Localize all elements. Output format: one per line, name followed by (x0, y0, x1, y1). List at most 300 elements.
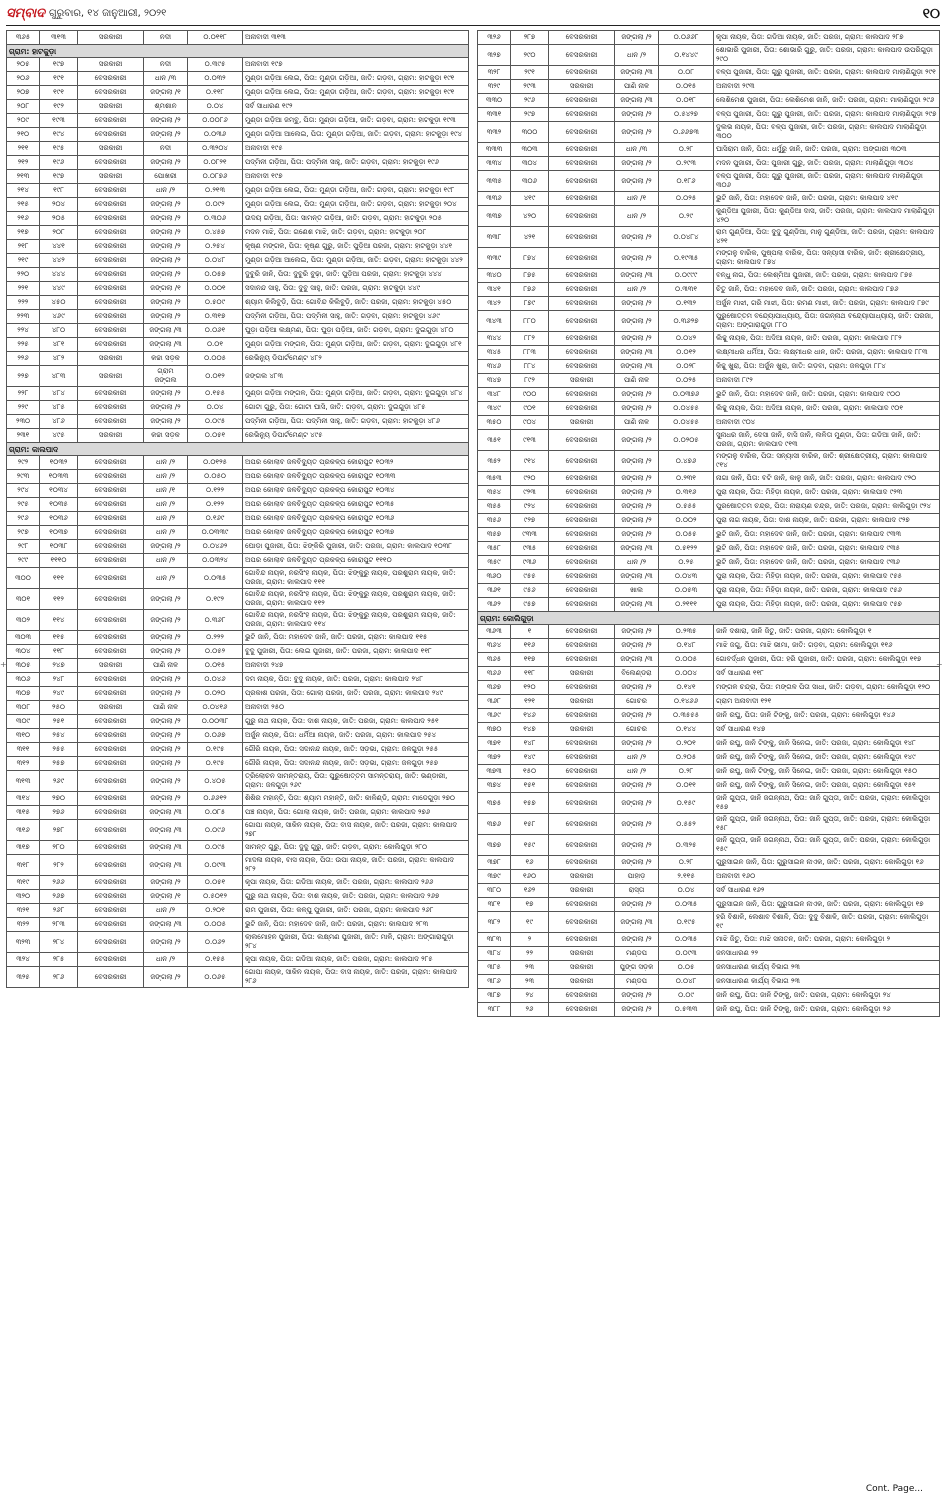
ownership-type: ବେସରକାରୀ (78, 86, 144, 100)
area: ୦.୦୬୭ (188, 729, 243, 743)
plot-no: ୯୨୭ (511, 514, 549, 528)
newspaper-logo: ସମ୍ବାଦ (6, 6, 45, 21)
plot-no: ୯୧୩ (511, 430, 549, 451)
area: ୦.୧୩୨ (659, 297, 714, 311)
table-row (478, 695, 940, 709)
serial-no: ୩୪୭ (478, 374, 511, 388)
land-class: ଜଙ୍ଗଲା /୨ (144, 310, 188, 324)
plot-no: ୪୫୦ (40, 296, 78, 310)
land-class: ଜଙ୍ଗଲା /୨ (615, 528, 659, 542)
ownership-type: ବେସରକାରୀ (78, 387, 144, 401)
land-class: ଜଙ୍ଗଲା /୩ (615, 912, 659, 933)
serial-no: ୩୫୧ (478, 430, 511, 451)
land-class: ଜଙ୍ଗଲା /୩ (615, 360, 659, 374)
table-row (478, 31, 940, 45)
land-record-table-right (477, 30, 940, 1017)
area: ୦.୩୨୦୪ (188, 142, 243, 156)
area: ୦.୬୬୭୩ (659, 122, 714, 143)
plot-no: ୧୧୬ (511, 639, 549, 653)
ownership-type: ବେସରକାରୀ (549, 556, 615, 570)
land-class: ଜଙ୍ଗଲା /୨ (615, 989, 659, 1003)
plot-no: ୧୧୮ (40, 645, 78, 659)
serial-no: ୩୦୨ (7, 610, 40, 631)
table-row (478, 653, 940, 667)
table-row (478, 723, 940, 737)
land-class: ଧାନ /୩ (144, 72, 188, 86)
table-row (478, 584, 940, 598)
area: ୦.୩୧୬ (659, 486, 714, 500)
ownership-type: ସରକାରୀ (78, 58, 144, 72)
owner-details: ଅନାବାଦୀ ୯୦୪ (714, 416, 940, 430)
table-row (7, 212, 469, 226)
owner-details: ଜାନି ରଘୁ, ଜାନି ଟିଙ୍କୁ, ଜାନି ସିନେଇ, ଜାତି: ପରଜା, ଗ୍ରାମ: କୋଲିଗୁଡ଼ା ୧୪୮ (714, 737, 940, 751)
ownership-type: ବେସରକାରୀ (78, 184, 144, 198)
owner-details: ବଳ୍ପ ପୁଜାରୀ, ପିତା: ଗୁରୁ ପୁଜାରୀ, ଜାତି: ପରଜା, ଗ୍ରାମ: କାଲପାଦ ମାଲାଣିଗୁଡ଼ା ୨୯୭ (714, 108, 940, 122)
area: ୦.୦୫ (659, 961, 714, 975)
table-row (478, 884, 940, 898)
owner-details: କୃପା ନାୟକ, ପିତା: ଗଡିଆ ନାୟକ, ଜାତି: ପରଜା, ଗ୍ରାମ: କାଲପାଦ ୨୬୬ (243, 876, 469, 890)
land-class: ଗ୍ରାମ ଜଙ୍ଗଲ (144, 366, 188, 387)
owner-details: ଘୋଡ଼ା ପୁଜାରୀ, ପିତା: ଝିଙ୍କିରି ପୁଜାରୀ, ଜାତି: ପରଜା, ଗ୍ରାମ: କାଲପାଦ ୧୦୩୮ (243, 540, 469, 554)
ownership-type: ବେସରକାରୀ (78, 673, 144, 687)
ownership-type: ବେସରକାରୀ (78, 631, 144, 645)
owner-details: ଲେଶିମେଶ ପୁଜାରୀ, ପିତା: ଲେଶିମେଶ ଜାନି, ଜାତି: ପରଜା, ଗ୍ରାମ: ମାଲାଣିଗୁଡ଼ା ୨୯୬ (714, 94, 940, 108)
owner-details: ବୁଦୁ ପୁଜାରୀ, ପିତା: ଲେଇ ପୁଜାରୀ, ଜାତି: ପରଜା, ଗ୍ରାମ: କାଲପାଦ ୧୧୮ (243, 645, 469, 659)
area: ୦.୦୦୩୮ (188, 715, 243, 729)
table-row (478, 143, 940, 157)
land-class: ଜଙ୍ଗଲା /୨ (615, 248, 659, 269)
table-row (478, 870, 940, 884)
serial-no: ୨୧୪ (7, 184, 40, 198)
serial-no: ୩୫୭ (478, 528, 511, 542)
ownership-type: ସରକାରୀ (549, 975, 615, 989)
serial-no: ୩୦୭ (7, 687, 40, 701)
area: ୦.୧୯୫ (188, 757, 243, 771)
serial-no: ୩୮୮ (478, 1003, 511, 1017)
land-class: ପାଣି ନାଳ (144, 659, 188, 673)
land-class: ଜଙ୍ଗଲା /୨ (144, 589, 188, 610)
land-class: ଜଙ୍ଗଲା /୩ (615, 346, 659, 360)
area: ୦.୦୪୧୬ (188, 701, 243, 715)
table-row (478, 751, 940, 765)
serial-no: ୩୬୪ (478, 639, 511, 653)
serial-no: ୩୪୨ (478, 297, 511, 311)
serial-no: ୩୦୮ (7, 701, 40, 715)
ownership-type: ବେସରକାରୀ (549, 814, 615, 835)
serial-no: ୩୫୫ (478, 500, 511, 514)
ownership-type: ବେସରକାରୀ (549, 402, 615, 416)
owner-details: ଅପର କୋଲାବ ଜଳବିଦ୍ୟୁତ ପ୍ରକଳ୍ପ କୋରାପୁଟ ୧୦୩୫ (243, 498, 469, 512)
table-row (7, 645, 469, 659)
owner-details: ଲିଚ୍ଚୁ ନାୟକ, ପିତା: ଅଦିଆ ନାୟକ, ଜାତି: ପରଜା, ଗ୍ରାମ: କାଲପାଦ ୮୮୨ (714, 332, 940, 346)
ownership-type: ବେସରକାରୀ (549, 206, 615, 227)
serial-no: ୩୭୨ (478, 751, 511, 765)
land-class: ଧାନ /୨ (144, 184, 188, 198)
land-class: ଜଙ୍ଗଲା /୨ (144, 757, 188, 771)
serial-no: ୩୬୧ (478, 584, 511, 598)
ownership-type: ବେସରକାରୀ (549, 31, 615, 45)
serial-no: ୩୬୬ (478, 667, 511, 681)
land-class: ଜଙ୍ଗଲା /୨ (615, 793, 659, 814)
plot-no: ୧୦୩୭ (40, 526, 78, 540)
area: ୦.୦୬୧ (188, 324, 243, 338)
owner-details: ମୁଣ୍ଡା ଗଡ଼ିଆ ଲେଇ, ପିତା: ମୁଣ୍ଡା ଗଡ଼ିଆ, ଜାତି: ଗଡ଼ବା, ଗ୍ରାମ: ହାଟକୁଡ଼ା ୧୯୧ (243, 86, 469, 100)
ownership-type: ବେସରକାରୀ (78, 904, 144, 918)
land-class: ଶ୍ମଶାନ (144, 100, 188, 114)
serial-no: ୩୪୩ (478, 311, 511, 332)
owner-details: ଜନସାଧାରଣ କାର୍ଯ୍ୟ ବିଭାଗ ୨୩ (714, 975, 940, 989)
land-class: ଜଙ୍ଗଲା /୨ (615, 311, 659, 332)
plot-no: ୧୬ (511, 856, 549, 870)
serial-no: ୩୫୯ (478, 556, 511, 570)
serial-no: ୩୦୩ (7, 631, 40, 645)
ownership-type: ବେସରକାରୀ (78, 757, 144, 771)
owner-details: କୃଷ୍ଣ ମଙ୍ଗଳ, ପିତା: କୃଷ୍ଣ ଗୁରୁ, ଜାତି: ପୁଡ଼ିଆ ପରଜା, ଗ୍ରାମ: ହାଟକୁଡ଼ା ୪୪୧ (243, 240, 469, 254)
ownership-type: ବେସରକାରୀ (549, 66, 615, 80)
ownership-type: ବେସରକାରୀ (78, 498, 144, 512)
ownership-type: ବେସରକାରୀ (549, 283, 615, 297)
ownership-type: ବେସରକାରୀ (549, 451, 615, 472)
serial-no: ୩୦୯ (7, 715, 40, 729)
plot-no: ୪୮୬ (40, 415, 78, 429)
land-class: ପାଣି ନାଳ (615, 416, 659, 430)
plot-no: ୨୮୨ (40, 855, 78, 876)
owner-details: ରାମ ପୁଜାରୀ, ପିତା: କଳ୍ପୁ ପୁଜାରୀ, ଜାତି: ପରଜା, ଗ୍ରାମ: କାଲପାଦ ୨୬୮ (243, 904, 469, 918)
area: ୦.୧୯୫ (188, 743, 243, 757)
plot-no: ୯୫୬ (511, 584, 549, 598)
owner-details: କୃପା ନାୟକ, ପିତା: ଗଡିଆ ନାୟକ, ଜାତି: ପରଜା, ଗ୍ରାମ: କାଲପାଦ ୨୮୭ (714, 31, 940, 45)
ownership-type: ସରକାରୀ (549, 870, 615, 884)
land-class: ଜଙ୍ଗଲା /୩ (615, 94, 659, 108)
owner-details: ଅପର କୋଲାବ ଜଳବିଦ୍ୟୁତ ପ୍ରକଳ୍ପ କୋରାପୁଟ ୧୦୩୬ (243, 512, 469, 526)
table-row (7, 401, 469, 415)
plot-no: ୯୨୪ (511, 500, 549, 514)
area: ୦.୦୮୨୧ (188, 156, 243, 170)
owner-details: କୃପା ନାୟକ, ପିତା: ଗଡିଆ ନାୟକ, ଜାତି: ପରଜା, ଗ୍ରାମ: କାଲପାଦ ୨୮୫ (243, 953, 469, 967)
area: ୦.୦୯୬ (188, 820, 243, 841)
area: ୦.୧୨୨ (188, 498, 243, 512)
plot-no: ୧୪୭ (511, 723, 549, 737)
table-row (7, 387, 469, 401)
area: ୦.୦୧୨ (659, 346, 714, 360)
ownership-type: ବେସରକାରୀ (549, 472, 615, 486)
table-row (478, 206, 940, 227)
plot-no: ୯୦୧ (511, 402, 549, 416)
plot-no: ୯୩୩ (511, 528, 549, 542)
table-row (7, 498, 469, 512)
plot-no: ୨୭୦ (40, 792, 78, 806)
plot-no: ୧୪୮ (511, 737, 549, 751)
area: ୦.୩୩୧ (659, 283, 714, 297)
plot-no: ୪୮୦ (40, 324, 78, 338)
land-record-table-left (6, 30, 469, 988)
owner-details: ଲକ୍ଷ୍ମୀଧର ଧର୍ମିଆ, ପିତା: ଲକ୍ଷ୍ମୀଧର ଧାନ, ଜାତି: ପରଜା, ଗ୍ରାମ: କାଲପାଦ ୮୮୩ (714, 346, 940, 360)
owner-details: ଲିଚ୍ଚୁ ନାୟକ, ପିତା: ଅଦିଆ ନାୟକ, ଜାତି: ପରଜା, ଗ୍ରାମ: କାଲପାଦ ୯୦୧ (714, 402, 940, 416)
land-class: ଜଙ୍ଗଲା /୨ (144, 415, 188, 429)
serial-no: ୩୦୬ (7, 673, 40, 687)
area: ୦.୨୮ (659, 856, 714, 870)
land-class: ଧାନ /୧ (144, 484, 188, 498)
serial-no: ୨୨୬ (7, 352, 40, 366)
area: ୦.୧୫୫ (188, 387, 243, 401)
table-row (478, 989, 940, 1003)
serial-no: ୩୨୨ (7, 918, 40, 932)
land-class: ଜଙ୍ଗଲା /୨ (615, 1003, 659, 1017)
owner-details: ଦମ ନାୟକ, ପିତା: ବୁଦୁ ନାୟକ, ଜାତି: ପରଜା, ଗ୍ରାମ: କାଲପାଦ ୨୪୮ (243, 673, 469, 687)
ownership-type: ବେସରକାରୀ (549, 737, 615, 751)
land-class: ଜଙ୍ଗଲା /୨ (615, 639, 659, 653)
plot-no: ୧୫୧ (511, 779, 549, 793)
plot-no: ୧୫୯ (511, 835, 549, 856)
area: ୦.୩୧୭ (188, 310, 243, 324)
serial-no: ୩୪୬ (478, 360, 511, 374)
left-column (6, 30, 469, 988)
plot-no: ୪୮୩ (40, 366, 78, 387)
plot-no: ୮୯୨ (511, 374, 549, 388)
plot-no: ୧୦୩୨ (40, 456, 78, 470)
land-class: ପୁଙ୍ଗ ସଡ଼କ (615, 961, 659, 975)
land-class: ଜଙ୍ଗଲା /୩ (615, 542, 659, 556)
land-class: ଜଙ୍ଗଲା /୨ (144, 156, 188, 170)
serial-no: ୨୨୫ (7, 338, 40, 352)
table-row (7, 792, 469, 806)
ownership-type: ବେସରକାରୀ (78, 401, 144, 415)
land-class: ଜଙ୍ଗଲା /୨ (144, 876, 188, 890)
serial-no: ୨୨୮ (7, 387, 40, 401)
ownership-type: ବେସରକାରୀ (78, 282, 144, 296)
ownership-type: ବେସରକାରୀ (549, 157, 615, 171)
serial-no: ୨୯୯ (7, 554, 40, 568)
ownership-type: ସରକାରୀ (78, 352, 144, 366)
plot-no: ୧୫୦ (511, 765, 549, 779)
table-row (478, 171, 940, 192)
table-row (478, 793, 940, 814)
ownership-type: ସରକାରୀ (78, 701, 144, 715)
area: ୦.୦୫୭ (188, 268, 243, 282)
ownership-type: ବେସରକାରୀ (549, 388, 615, 402)
village-name: ଗ୍ରାମ: କାଲପାଦ (7, 443, 469, 456)
plot-no: ୯୨୦ (511, 472, 549, 486)
owner-details: ଅନାବାଦୀ ୨୯୩ (714, 80, 940, 94)
serial-no: ୩୫୪ (478, 486, 511, 500)
plot-no: ୯୦୦ (511, 388, 549, 402)
area: ୦.୦୯୩ (659, 947, 714, 961)
land-class: ଜଙ୍ଗଲା /୩ (615, 269, 659, 283)
land-class: ଜଙ୍ଗଲା /୨ (144, 212, 188, 226)
plot-no: ୮୭୬ (511, 283, 549, 297)
land-class: ଜଙ୍ଗଲା /୨ (144, 729, 188, 743)
land-class: ଜଙ୍ଗଲା /୨ (144, 610, 188, 631)
table-row (7, 296, 469, 310)
owner-details: ଚିତୁ ଜାନି, ପିତା: ମହାଦେବ ଜାନି, ଜାତି: ପରଜା, ଗ୍ରାମ: କାଲପାଦ ୮୭୬ (714, 283, 940, 297)
owner-details: ଗୋପା ନାୟକ, ସାକିନ ନାୟକ, ପିତା: ବାସ ନାୟକ, ଜାତି: ପରଜା, ଗ୍ରାମ: କାଲପାଦ ୨୭୮ (243, 820, 469, 841)
owner-details: ଗୋବିନ୍ଦ ନାୟକ, ନରସିଂହ ନାୟକ, ପିତା: ଝିଙ୍କୁରୁ ନାୟକ, ପରଶୁରାମ ନାୟକ, ଜାତି: ପରଜା, ଗ୍ରାମ: କାଲପାଦ ୧୧୧ (243, 568, 469, 589)
plot-no: ୧୪୯ (511, 751, 549, 765)
ownership-type: ବେସରକାରୀ (549, 346, 615, 360)
area: ୨.୧୧୫ (659, 870, 714, 884)
plot-no: ୨୬ (511, 1003, 549, 1017)
plot-no: ୨୪ (511, 989, 549, 1003)
land-class: ଧାନ /୨ (615, 283, 659, 297)
land-class: ଜଙ୍ଗଲା /୨ (144, 254, 188, 268)
owner-details: ଜନସାଧାରଣ ୨୨ (714, 947, 940, 961)
plot-no: ୧ (511, 625, 549, 639)
owner-details: ଗୁରୁ ନାଥ ନାୟକ, ପିତା: ବାଶ ନାୟକ, ଜାତି: ପରଜା, ଗ୍ରାମ: କାଲପାଦ ୨୬୭ (243, 890, 469, 904)
serial-no: ୩୭୧ (478, 737, 511, 751)
serial-no: ୩୪୧ (478, 283, 511, 297)
plot-no: ୧୬୦ (511, 870, 549, 884)
owner-details: ଲାଲମୋହନ ପୁଜାରୀ, ପିତା: ଲକ୍ଷ୍ମଣ ପୁଜାରୀ, ଜାତି: ମାଳି, ଗ୍ରାମ: ଅଙ୍ଗାରାଗୁଡ଼ା ୨୮୪ (243, 932, 469, 953)
serial-no: ୨୩୧ (7, 429, 40, 443)
ownership-type: ବେସରକାରୀ (78, 310, 144, 324)
land-class: ଜଙ୍ଗଲା /୨ (615, 500, 659, 514)
ownership-type: ବେସରକାରୀ (549, 933, 615, 947)
serial-no: ୩୪୫ (478, 346, 511, 360)
plot-no: ୨୦୫ (40, 212, 78, 226)
serial-no: ୩୬୨ (478, 598, 511, 612)
area: ୦.୦୬୬୮ (659, 31, 714, 45)
owner-details: ଶ୍ୟାମ କିଲିବୁଡ଼ି, ପିତା: ଗୋବିନ୍ଦ କିଲିବୁଡ଼ି, ଜାତି: ପରଜା, ଗ୍ରାମ: ହାଟକୁଡ଼ା ୪୫୦ (243, 296, 469, 310)
serial-no: ୩୩୬ (478, 192, 511, 206)
owner-details: ଗୋବିନ୍ଦ ନାୟକ, ନରସିଂହ ନାୟକ, ପିତା: ଝିଙ୍କୁରୁ ନାୟକ, ପରଶୁରାମ ନାୟକ, ଜାତି: ପରଜା, ଗ୍ରାମ: କାଲପାଦ ୧୧୪ (243, 610, 469, 631)
area: ୦.୧୧୮ (188, 86, 243, 100)
owner-details: ଶିଶିର ମହାନ୍ତି, ପିତା: ଶ୍ୟାମ ମହାନ୍ତି, ଜାତି: କାଳିଣ୍ଡି, ଗ୍ରାମ: ମାଡେଗୁଡ଼ା ୨୭୦ (243, 792, 469, 806)
ownership-type: ବେସରକାରୀ (78, 729, 144, 743)
ownership-type: ବେସରକାରୀ (78, 296, 144, 310)
serial-no: ୩୬୫ (7, 31, 40, 45)
land-class: ରାସ୍ତା (615, 884, 659, 898)
plot-no: ୮୮୩ (511, 346, 549, 360)
serial-no: ୨୩୦ (7, 415, 40, 429)
area: ୦.୦୩୨୪ (188, 554, 243, 568)
land-class: ଜଙ୍ଗଲା /୨ (144, 226, 188, 240)
ownership-type: ବେସରକାରୀ (78, 687, 144, 701)
area: ୦.୧୫୫ (188, 953, 243, 967)
owner-details: ଶୋଭାରି ପୁଜାରୀ, ପିତା: ଶୋଭାରି ଗୁରୁ, ଜାତି: ପରଜା, ଗ୍ରାମ: କାଲପାଦ ଉପରିଗୁଡ଼ା ୨୯୦ (714, 45, 940, 66)
ownership-type: ସରକାରୀ (78, 100, 144, 114)
owner-details: ଅପର କୋଲାବ ଜଳବିଦ୍ୟୁତ ପ୍ରକଳ୍ପ କୋରାପୁଟ ୧୦୩୪ (243, 484, 469, 498)
table-row (478, 157, 940, 171)
table-row (7, 715, 469, 729)
serial-no: ୩୩୮ (478, 227, 511, 248)
owner-details: ରାମ ଗୁଣ୍ଡିଆ, ପିତା: ଦୁଦୁ ଗୁଣ୍ଡିଆ, ମାନୁ ଗୁଣ୍ଡିଆ, ଜାତି: ପରଜା, ଗ୍ରାମ: କାଲପାଦ ୪୨୧ (714, 227, 940, 248)
serial-no: ୩୮୧ (478, 898, 511, 912)
ownership-type: ବେସରକାରୀ (78, 212, 144, 226)
village-section-header (7, 443, 469, 456)
serial-no: ୩୦୫ (7, 659, 40, 673)
ownership-type: ସରକାରୀ (549, 80, 615, 94)
area: ୦.୧୮୬ (659, 171, 714, 192)
owner-details: ଗୋବିନ୍ଦ ନାୟକ, ନରସିଂହ ନାୟକ, ପିତା: ଝିଙ୍କୁରୁ ନାୟକ, ପରଶୁରାମ ନାୟକ, ଜାତି: ପରଜା, ଗ୍ରାମ: କାଲପାଦ ୧୧୨ (243, 589, 469, 610)
table-row (7, 184, 469, 198)
ownership-type: ବେସରକାରୀ (78, 470, 144, 484)
area: ୦.୦୪ (659, 884, 714, 898)
plot-no: ୨୦୮ (40, 226, 78, 240)
table-row (7, 631, 469, 645)
owner-details: ଅପର କୋଲାବ ଜଳବିଦ୍ୟୁତ ପ୍ରକଳ୍ପ କୋରାପୁଟ ୧୦୩୭ (243, 526, 469, 540)
land-class: ଜଙ୍ଗଲା /୨ (144, 687, 188, 701)
land-class: ଜଙ୍ଗଲା /୧ (144, 282, 188, 296)
plot-no: ୨୪୭ (40, 659, 78, 673)
owner-details: ଗୌରି ନାୟକ, ପିତା: ସଦାନନ୍ଦ ନାୟକ, ଜାତି: ସଡ଼ଭା, ଗ୍ରାମ: ଜଳଗୁଡ଼ା ୨୫୫ (243, 743, 469, 757)
ownership-type: ବେସରକାରୀ (78, 855, 144, 876)
table-row (7, 589, 469, 610)
area: ୦.୦୧୧ (659, 779, 714, 793)
table-row (478, 681, 940, 695)
table-row (478, 346, 940, 360)
serial-no: ୩୨୩ (7, 932, 40, 953)
ownership-type: ବେସରକାରୀ (549, 514, 615, 528)
serial-no: ୨୧୩ (7, 170, 40, 184)
table-row (7, 876, 469, 890)
area: ୦.୧୯୨ (188, 589, 243, 610)
land-class: ଧାନ /୨ (144, 904, 188, 918)
table-row (7, 953, 469, 967)
serial-no: ୩୮୬ (478, 975, 511, 989)
area: ୦.୦୦୮୬ (188, 114, 243, 128)
table-row (7, 352, 469, 366)
plot-no: ୧୦୩୬ (40, 512, 78, 526)
table-row (7, 855, 469, 876)
land-class: ଜଙ୍ଗଲା /୨ (615, 898, 659, 912)
ownership-type: ବେସରକାରୀ (78, 114, 144, 128)
serial-no: ୩୩୩ (478, 143, 511, 157)
land-class: ଜଙ୍ଗଲା /୨ (144, 743, 188, 757)
table-row (478, 248, 940, 269)
area: ୦.୦୯୫ (188, 415, 243, 429)
owner-details: ପଦ୍ମିନୀ ଗଡ଼ିଆ, ପିତା: ପଦ୍ମିନୀ ସାହୁ, ଜାତି: ଗଡ଼ବା, ଗ୍ରାମ: ହାଟକୁଡ଼ା ୪୬୯ (243, 310, 469, 324)
area: ୦.୩୦୬ (188, 212, 243, 226)
owner-details: ଅନାବାଦୀ ୮୯୨ (714, 374, 940, 388)
village-name: ଗ୍ରାମ: କୋଲିଗୁଡ଼ା (478, 612, 940, 625)
serial-no: ୨୨୪ (7, 324, 40, 338)
plot-no: ୨୯୭ (511, 108, 549, 122)
area: ୦.୩୯୫ (188, 58, 243, 72)
ownership-type: ବେସରକାରୀ (549, 143, 615, 157)
land-class: ଜଙ୍ଗଲା /୨ (144, 792, 188, 806)
ownership-type: ବେସରକାରୀ (78, 156, 144, 170)
owner-details: ଅନାବାଦୀ ୧୯୭ (243, 58, 469, 72)
plot-no: ୨ (511, 933, 549, 947)
table-row (7, 526, 469, 540)
area: ୦.୦୪୮ (659, 975, 714, 989)
serial-no: ୨୨୩ (7, 310, 40, 324)
owner-details: ପୁରୁଷୋତ୍ତମ ବନ୍ଦ୍ୟୋପାଧ୍ୟାୟ, ପିତା: ଜଗନ୍ନାଥ ବନ୍ଦ୍ୟୋପାଧ୍ୟାୟ, ଜାତି: ପରଜା, ଗ୍ରାମ: ଅଙ୍ଗାରାଗୁଡ଼ା ୮୮୦ (714, 311, 940, 332)
land-class: ଜଙ୍ଗଲା /୩ (144, 855, 188, 876)
table-row (478, 625, 940, 639)
table-row (7, 820, 469, 841)
plot-no: ୯୩୫ (511, 542, 549, 556)
serial-no: ୩୮୨ (478, 912, 511, 933)
serial-no: ୩୬୮ (478, 695, 511, 709)
land-class: ଧାନ /୩ (615, 143, 659, 157)
owner-details: ଭୁଟି ଜାନି, ପିତା: ମହାଦେବ ଜାନି, ଜାତି: ପରଜା, ଗ୍ରାମ: କାଲପାଦ ୯୩୫ (714, 542, 940, 556)
ownership-type: ସରକାରୀ (549, 374, 615, 388)
table-row (478, 1003, 940, 1017)
table-row (478, 514, 940, 528)
area: ୦.୦୫୫ (659, 528, 714, 542)
area: ୦.୦୧ (188, 338, 243, 352)
area: ୦.୦୪ (188, 401, 243, 415)
table-row (478, 227, 940, 248)
table-row (7, 729, 469, 743)
area: ୦.୦୬୨ (188, 932, 243, 953)
ownership-type: ବେସରକାରୀ (549, 1003, 615, 1017)
area: ୦.୨୮ (659, 765, 714, 779)
table-row (7, 470, 469, 484)
owner-details: ଭୁଟି ଜାନି, ପିତା: ମହାଦେବ ଜାନି, ଜାତି: ପରଜା, ଗ୍ରାମ: କାଲପାଦ ୯୩୬ (714, 556, 940, 570)
serial-no: ୩୭୮ (478, 856, 511, 870)
